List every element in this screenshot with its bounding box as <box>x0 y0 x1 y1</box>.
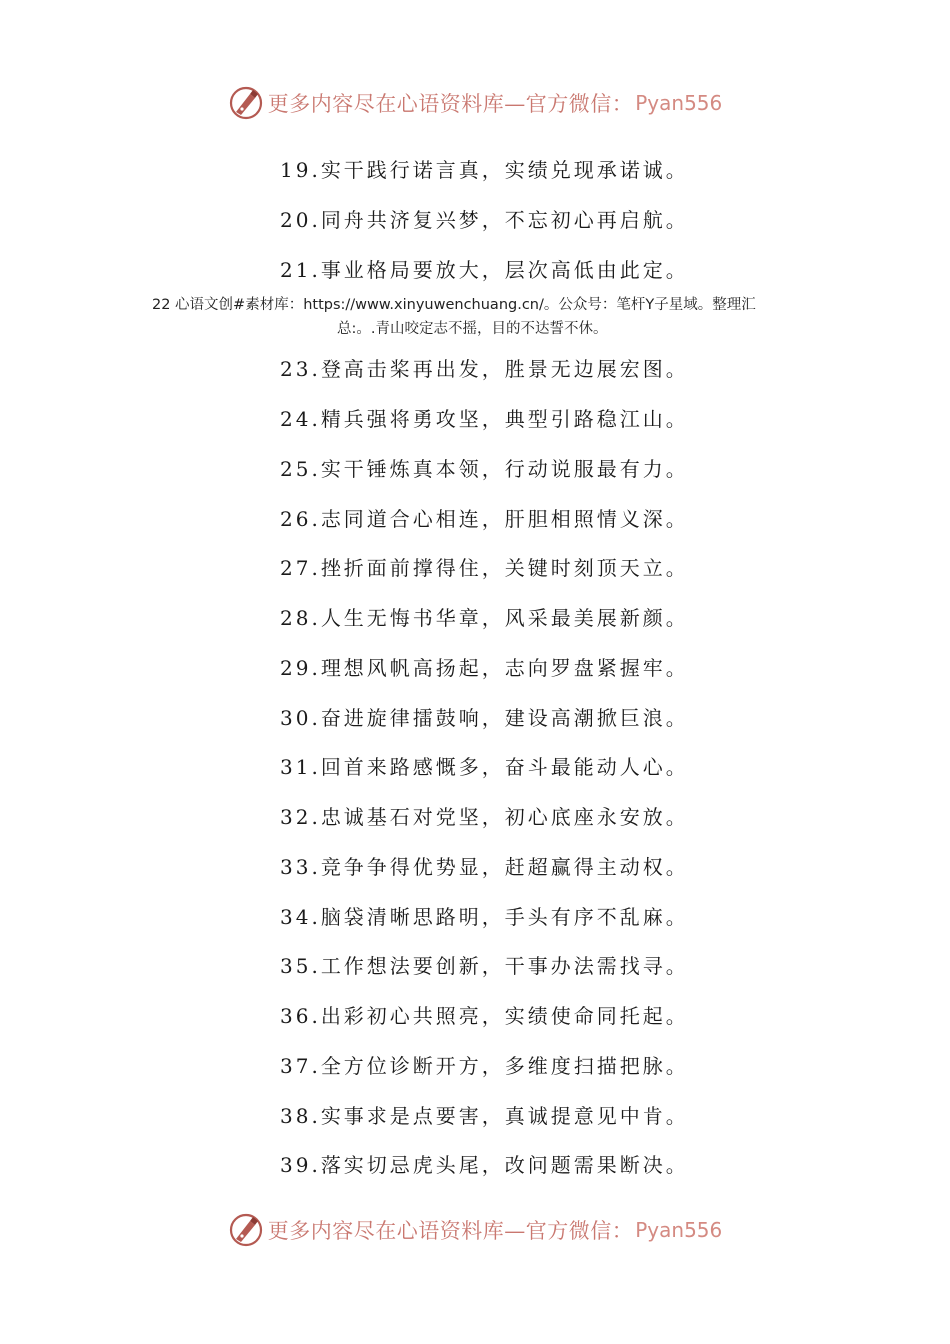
verse-text: 落实切忌虎头尾，改问题需果断决。 <box>320 1153 689 1177</box>
verse-line <box>280 206 689 234</box>
verse-text: 实干锤炼真本领，行动说服最有力。 <box>320 457 689 481</box>
verse-number: 37. <box>280 1054 321 1078</box>
verse-line <box>280 903 689 931</box>
verse-text: 奋进旋律擂鼓响，建设高潮掀巨浪。 <box>320 706 689 730</box>
verse-line <box>280 704 689 732</box>
verse-number: 27. <box>280 556 321 580</box>
verse-text: 全方位诊断开方，多维度扫描把脉。 <box>320 1054 689 1078</box>
verse-line <box>280 604 689 632</box>
verse-number: 20. <box>280 208 321 232</box>
verse-number: 39. <box>280 1153 321 1177</box>
verse-number: 26. <box>280 507 321 531</box>
verse-text: 志同道合心相连，肝胆相照情义深。 <box>320 507 689 531</box>
header-banner <box>0 80 950 126</box>
verse-line <box>280 952 689 980</box>
verse-number: 28. <box>280 606 321 630</box>
verse-number: 33. <box>280 855 321 879</box>
verse-number: 21. <box>280 258 321 282</box>
verse-line <box>280 455 689 483</box>
verse-text: 实干践行诺言真，实绩兑现承诺诚。 <box>320 158 689 182</box>
verse-line <box>280 554 689 582</box>
verse-line <box>280 355 689 383</box>
verse-text: 出彩初心共照亮，实绩使命同托起。 <box>320 1004 689 1028</box>
verse-text: 回首来路感慨多，奋斗最能动人心。 <box>320 755 689 779</box>
verse-number: 32. <box>280 805 321 829</box>
verse-line <box>280 1151 689 1179</box>
verse-text: 人生无悔书华章，风采最美展新颜。 <box>320 606 689 630</box>
verse-number: 36. <box>280 1004 321 1028</box>
verse-line <box>280 156 689 184</box>
verse-text: 登高击桨再出发，胜景无边展宏图。 <box>320 357 689 381</box>
verse-number: 35. <box>280 954 321 978</box>
watermark-note-line-1: 22 心语文创#素材库：https://www.xinyuwenchuang.cn/。公众号：笔杆Y子星域。整理汇 <box>152 297 756 313</box>
verse-line <box>280 654 689 682</box>
verse-text: 挫折面前撑得住，关键时刻顶天立。 <box>320 556 689 580</box>
verse-number: 24. <box>280 407 321 431</box>
pen-circle-icon <box>228 1212 264 1248</box>
verse-line <box>280 753 689 781</box>
verse-text: 同舟共济复兴梦，不忘初心再启航。 <box>320 208 689 232</box>
footer-banner <box>0 1207 950 1253</box>
banner-wechat-id: Pyan556 <box>635 91 723 115</box>
verse-text: 工作想法要创新，干事办法需找寻。 <box>320 954 689 978</box>
verse-text: 理想风帆高扬起，志向罗盘紧握牢。 <box>320 656 689 680</box>
verse-line <box>280 853 689 881</box>
verse-line <box>280 405 689 433</box>
verse-text: 事业格局要放大，层次高低由此定。 <box>320 258 689 282</box>
verse-line <box>280 1102 689 1130</box>
verse-text: 实事求是点要害，真诚提意见中肯。 <box>320 1104 689 1128</box>
verse-number: 30. <box>280 706 321 730</box>
verse-number: 23. <box>280 357 321 381</box>
banner-wechat-id: Pyan556 <box>635 1218 723 1242</box>
pen-circle-icon <box>228 85 264 121</box>
verse-text: 脑袋清晰思路明，手头有序不乱麻。 <box>320 905 689 929</box>
verse-line <box>280 803 689 831</box>
verse-number: 19. <box>280 158 321 182</box>
verse-number: 29. <box>280 656 321 680</box>
verse-number: 34. <box>280 905 321 929</box>
banner-site-text: 更多内容尽在心语资料库—官方微信： <box>267 92 634 116</box>
verse-number: 38. <box>280 1104 321 1128</box>
banner-site-text: 更多内容尽在心语资料库—官方微信： <box>267 1219 634 1243</box>
verse-line <box>280 1052 689 1080</box>
verse-text: 竞争争得优势显，赶超赢得主动权。 <box>320 855 689 879</box>
verse-number: 25. <box>280 457 321 481</box>
watermark-note-line-2: 总:。.青山咬定志不摇，目的不达誓不休。 <box>337 321 608 337</box>
verse-text: 忠诚基石对党坚，初心底座永安放。 <box>320 805 689 829</box>
verse-text: 精兵强将勇攻坚，典型引路稳江山。 <box>320 407 689 431</box>
verse-line <box>280 256 689 284</box>
verse-number: 31. <box>280 755 321 779</box>
verse-line <box>280 505 689 533</box>
verse-line <box>280 1002 689 1030</box>
